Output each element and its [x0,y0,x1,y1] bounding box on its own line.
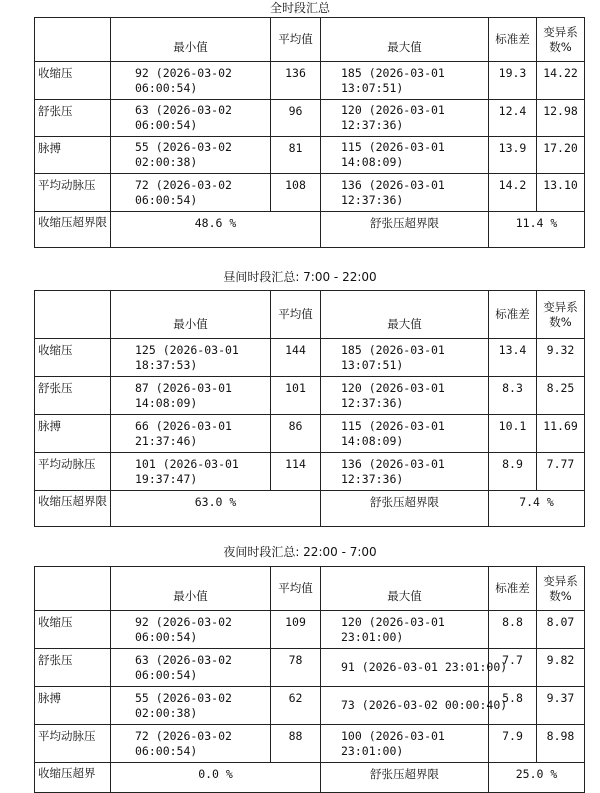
max-value: 185 (2026-03-01 13:07:51) [321,62,489,100]
row-label: 脉搏 [35,687,111,725]
header-row [35,18,585,62]
header-max: 最大值 [321,567,489,611]
max-value: 100 (2026-03-01 23:01:00) [321,725,489,763]
table-row [35,687,585,725]
table-row [35,137,585,174]
diastolic-limit-label: 舒张压超界限 [321,763,489,793]
table-row [35,377,585,415]
systolic-limit-label: 收缩压超界限 [35,212,111,248]
cv-value: 11.69 [537,415,585,453]
systolic-limit-value: 0.0 % [111,763,321,793]
cv-value: 13.10 [537,174,585,212]
min-value: 101 (2026-03-01 19:37:47) [111,453,271,491]
cv-value: 9.37 [537,687,585,725]
header-max: 最大值 [321,291,489,339]
min-value: 55 (2026-03-02 02:00:38) [111,687,271,725]
header-blank [35,567,111,611]
min-value: 125 (2026-03-01 18:37:53) [111,339,271,377]
header-row [35,567,585,611]
section-title: 昼间时段汇总: 7:00 - 22:00 [223,270,377,284]
table-row [35,62,585,100]
sd-value: 5.8 [489,687,537,725]
header-min: 最小值 [111,18,271,62]
header-min: 最小值 [111,291,271,339]
sd-value: 12.4 [489,100,537,137]
min-value: 72 (2026-03-02 06:00:54) [111,174,271,212]
diastolic-limit-value: 7.4 % [489,491,585,527]
max-value: 91 (2026-03-01 23:01:00) [321,649,489,687]
table-row [35,725,585,763]
header-max: 最大值 [321,18,489,62]
diastolic-limit-label: 舒张压超界限 [321,491,489,527]
avg-value: 86 [271,415,321,453]
diastolic-limit-value: 25.0 % [489,763,585,793]
header-avg: 平均值 [271,567,321,611]
sd-value: 7.9 [489,725,537,763]
cv-value: 9.82 [537,649,585,687]
max-value: 120 (2026-03-01 12:37:36) [321,100,489,137]
sd-value: 8.3 [489,377,537,415]
header-sd: 标准差 [489,291,537,339]
row-label: 收缩压 [35,339,111,377]
systolic-limit-value: 48.6 % [111,212,321,248]
avg-value: 96 [271,100,321,137]
header-blank [35,18,111,62]
avg-value: 88 [271,725,321,763]
summary-table [34,17,585,248]
row-label: 平均动脉压 [35,725,111,763]
header-cv: 变异系数% [537,18,585,62]
min-value: 66 (2026-03-01 21:37:46) [111,415,271,453]
sd-value: 8.8 [489,611,537,649]
cv-value: 12.98 [537,100,585,137]
header-cv: 变异系数% [537,567,585,611]
row-label: 脉搏 [35,137,111,174]
section-title: 全时段汇总 [269,1,330,15]
header-cv: 变异系数% [537,291,585,339]
max-value: 136 (2026-03-01 12:37:36) [321,453,489,491]
table-row [35,453,585,491]
min-value: 63 (2026-03-02 06:00:54) [111,649,271,687]
header-min: 最小值 [111,567,271,611]
row-label: 脉搏 [35,415,111,453]
cv-value: 14.22 [537,62,585,100]
diastolic-limit-label: 舒张压超界限 [321,212,489,248]
avg-value: 108 [271,174,321,212]
avg-value: 101 [271,377,321,415]
cv-value: 17.20 [537,137,585,174]
cv-value: 8.98 [537,725,585,763]
min-value: 92 (2026-03-02 06:00:54) [111,611,271,649]
row-label: 舒张压 [35,649,111,687]
cv-value: 8.25 [537,377,585,415]
table-row [35,415,585,453]
cv-value: 7.77 [537,453,585,491]
cv-value: 8.07 [537,611,585,649]
systolic-limit-value: 63.0 % [111,491,321,527]
systolic-limit-label: 收缩压超界 [35,763,111,793]
sd-value: 7.7 [489,649,537,687]
row-label: 舒张压 [35,377,111,415]
max-value: 73 (2026-03-02 00:00:40) [321,687,489,725]
cv-value: 9.32 [537,339,585,377]
avg-value: 109 [271,611,321,649]
min-value: 63 (2026-03-02 06:00:54) [111,100,271,137]
header-sd: 标准差 [489,18,537,62]
systolic-limit-label: 收缩压超界限 [35,491,111,527]
avg-value: 114 [271,453,321,491]
table-row [35,100,585,137]
summary-table [34,566,585,793]
avg-value: 144 [271,339,321,377]
header-avg: 平均值 [271,291,321,339]
table-row [35,339,585,377]
max-value: 120 (2026-03-01 23:01:00) [321,611,489,649]
limit-row [35,763,585,793]
summary-table [34,290,585,527]
row-label: 平均动脉压 [35,453,111,491]
sd-value: 13.9 [489,137,537,174]
row-label: 收缩压 [35,62,111,100]
max-value: 120 (2026-03-01 12:37:36) [321,377,489,415]
row-label: 平均动脉压 [35,174,111,212]
table-row [35,611,585,649]
header-sd: 标准差 [489,567,537,611]
avg-value: 62 [271,687,321,725]
header-row [35,291,585,339]
row-label: 舒张压 [35,100,111,137]
header-blank [35,291,111,339]
min-value: 72 (2026-03-02 06:00:54) [111,725,271,763]
sd-value: 10.1 [489,415,537,453]
table-row [35,649,585,687]
avg-value: 136 [271,62,321,100]
sd-value: 13.4 [489,339,537,377]
sd-value: 19.3 [489,62,537,100]
diastolic-limit-value: 11.4 % [489,212,585,248]
min-value: 92 (2026-03-02 06:00:54) [111,62,271,100]
min-value: 87 (2026-03-01 14:08:09) [111,377,271,415]
sd-value: 8.9 [489,453,537,491]
limit-row [35,212,585,248]
max-value: 115 (2026-03-01 14:08:09) [321,137,489,174]
section-title: 夜间时段汇总: 22:00 - 7:00 [223,545,377,559]
max-value: 185 (2026-03-01 13:07:51) [321,339,489,377]
min-value: 55 (2026-03-02 02:00:38) [111,137,271,174]
avg-value: 81 [271,137,321,174]
sd-value: 14.2 [489,174,537,212]
max-value: 115 (2026-03-01 14:08:09) [321,415,489,453]
header-avg: 平均值 [271,18,321,62]
avg-value: 78 [271,649,321,687]
limit-row [35,491,585,527]
row-label: 收缩压 [35,611,111,649]
table-row [35,174,585,212]
max-value: 136 (2026-03-01 12:37:36) [321,174,489,212]
